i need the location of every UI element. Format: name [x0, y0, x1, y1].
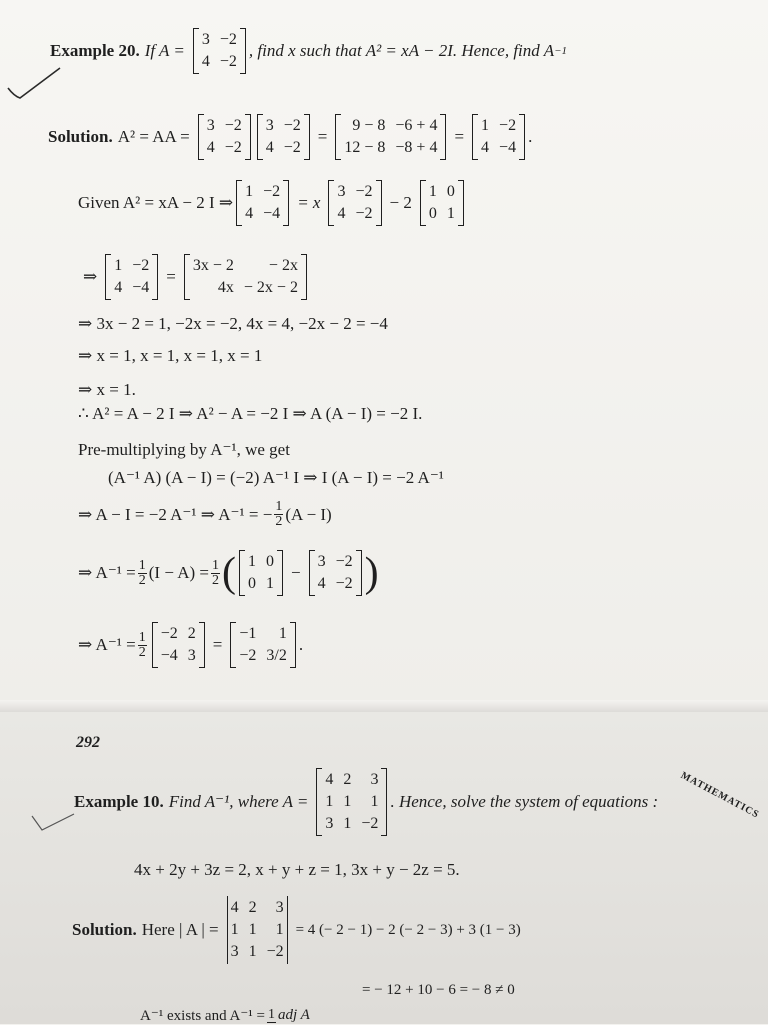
solution-line: [78, 180, 467, 226]
page-number: 292: [76, 734, 100, 751]
bracket-right: [199, 622, 205, 668]
statement-text: If A =: [144, 41, 185, 60]
matrix-entry: − 2x: [268, 257, 298, 274]
matrix-entry: 3x − 2: [192, 257, 234, 274]
numerator: 1: [275, 499, 283, 514]
matrix-entry: −2: [224, 117, 242, 134]
matrix-entry: 3: [325, 815, 334, 832]
equation-text: ⇒ A⁻¹ =: [78, 563, 136, 582]
matrix: [257, 114, 310, 160]
matrix-entry: 4: [114, 279, 123, 296]
matrix-entry: 4: [337, 205, 346, 222]
matrix-entry: 3: [265, 117, 274, 134]
matrix-entry: −2: [361, 815, 379, 832]
solution-label: Solution.: [48, 127, 113, 146]
bracket-right: [152, 254, 158, 300]
fraction: [267, 1008, 276, 1023]
matrix-entry: 12 − 8: [344, 139, 386, 156]
equals-sign: =: [317, 127, 328, 146]
matrix-entry: −1: [239, 625, 257, 642]
fraction-half: [274, 500, 283, 529]
solution-line: [78, 622, 303, 668]
matrix-entry: 0: [266, 553, 274, 570]
numerator: 1: [212, 557, 219, 573]
matrix-entry: −2: [355, 205, 373, 222]
matrix-entry: −4: [263, 205, 281, 222]
matrix-entries: [315, 550, 356, 596]
period: .: [528, 127, 533, 146]
bracket-right: [283, 180, 289, 226]
matrix-entry: 1: [446, 205, 455, 222]
equation-text: ⇒ A − I = −2 A⁻¹ ⇒ A⁻¹ = −: [78, 504, 273, 524]
bracket-right: [277, 550, 283, 596]
example-label: Example 20.: [50, 41, 140, 60]
matrix-entry: 3: [187, 647, 196, 664]
bracket-right: [376, 180, 382, 226]
matrix-entry: −2: [219, 53, 237, 70]
matrix-entry: 2: [187, 625, 196, 642]
matrix: [472, 114, 525, 160]
matrix: [193, 28, 246, 74]
matrix-entry: 1: [343, 793, 352, 810]
matrix-entry: 0: [428, 205, 437, 222]
fraction-half: [211, 559, 220, 588]
bracket-right: [519, 114, 525, 160]
matrix-entry: 1: [325, 793, 334, 810]
superscript: −1: [554, 45, 568, 57]
matrix-entry: 1: [370, 793, 379, 810]
matrix: [239, 550, 283, 596]
minus-sign: −: [291, 563, 301, 582]
matrix: [198, 114, 251, 160]
matrix-entry: −2: [239, 647, 257, 664]
bracket-right: [381, 768, 387, 836]
bracket-right: [304, 114, 310, 160]
solution-line: ⇒ x = 1, x = 1, x = 1, x = 1: [78, 346, 263, 365]
solution-line-partial: [140, 1006, 310, 1025]
equation-text: (I − A) =: [148, 563, 209, 582]
running-header: MATHEMATICS: [678, 770, 762, 821]
solution-line: Pre-multiplying by A⁻¹, we get: [78, 440, 290, 459]
matrix-entry: 1: [275, 921, 284, 938]
bracket-right: [458, 180, 464, 226]
matrix-entry: 1: [248, 553, 256, 570]
matrix-entries: [204, 114, 245, 160]
equals-sign: =: [454, 127, 465, 146]
solution-line: ∴ A² = A − 2 I ⇒ A² − A = −2 I ⇒ A (A − I) = −2 I.: [78, 404, 423, 423]
matrix-entry: −2: [160, 625, 178, 642]
equation-system: 4x + 2y + 3z = 2, x + y + z = 1, 3x + y − 2z = 5.: [134, 860, 460, 879]
matrix-entry: 3: [201, 31, 210, 48]
matrix-entry: 3/2: [266, 647, 287, 664]
matrix-entry: 2: [248, 899, 257, 916]
matrix-entry: 3: [230, 943, 239, 960]
matrix-entry: 0: [446, 183, 455, 200]
matrix-entry: 4: [325, 771, 334, 788]
example-20-statement: [50, 28, 567, 74]
numerator: 1: [138, 629, 146, 645]
solution-line: (A⁻¹ A) (A − I) = (−2) A⁻¹ I ⇒ I (A − I) = −2 A⁻¹: [108, 468, 444, 487]
matrix-entry: −8 + 4: [395, 139, 438, 156]
denominator: 2: [212, 572, 219, 588]
period: .: [298, 635, 304, 654]
matrix-entry: 3: [337, 183, 346, 200]
matrix-entry: 1: [245, 183, 254, 200]
matrix: [105, 254, 158, 300]
matrix-entries: [426, 180, 458, 226]
example-label: Example 10.: [74, 792, 164, 811]
matrix: [230, 622, 295, 668]
equation-text: (A − I): [285, 504, 332, 524]
matrix-entries: [236, 622, 289, 668]
bracket-right: [290, 622, 296, 668]
matrix-entry: − 2x − 2: [243, 279, 298, 296]
matrix: [316, 768, 387, 836]
matrix-entry: 4: [230, 899, 239, 916]
matrix-entry: 4x: [217, 279, 234, 296]
determinant: [227, 896, 288, 964]
bracket-right: [440, 114, 446, 160]
matrix-entry: 1: [266, 575, 274, 592]
equation-text: − 2: [389, 193, 412, 212]
matrix-entries: [228, 896, 287, 964]
matrix-entry: −2: [266, 943, 284, 960]
solution-line: [78, 500, 332, 529]
matrix-entries: [263, 114, 304, 160]
statement-text: . Hence, solve the system of equations :: [390, 792, 659, 811]
paren-close: ): [364, 550, 379, 596]
matrix-entry: −2: [283, 139, 301, 156]
matrix-entries: [158, 622, 199, 668]
solution-line: ⇒ x = 1.: [78, 380, 136, 399]
bracket-right: [356, 550, 362, 596]
equation-text: = x: [297, 193, 321, 212]
equation-text: Given A² = xA − 2 I ⇒: [78, 193, 234, 212]
equation-text: A² = AA =: [117, 127, 190, 146]
matrix: [328, 180, 381, 226]
matrix: [335, 114, 446, 160]
matrix-entry: −2: [219, 31, 237, 48]
matrix-entry: 9 − 8: [352, 117, 386, 134]
matrix-entry: 1: [428, 183, 437, 200]
bracket-right: [245, 114, 251, 160]
matrix-entry: −2: [335, 553, 353, 570]
matrix-entry: 0: [248, 575, 256, 592]
matrix-entry: −2: [283, 117, 301, 134]
matrix-entry: −4: [132, 279, 150, 296]
matrix-entry: 3: [206, 117, 215, 134]
matrix-entry: −2: [132, 257, 150, 274]
equation-text: ⇒ A⁻¹ =: [78, 635, 136, 654]
determinant-bar: [287, 896, 288, 964]
implies-symbol: ⇒: [83, 267, 98, 286]
equals-sign: =: [166, 267, 176, 286]
matrix-entries: [322, 768, 381, 836]
matrix-entry: 3: [275, 899, 284, 916]
matrix-entry: 1: [481, 117, 490, 134]
matrix: [236, 180, 289, 226]
statement-text: , find x such that A² = xA − 2I. Hence, find A: [248, 41, 555, 60]
matrix-entry: −2: [224, 139, 242, 156]
matrix-entry: 4: [317, 575, 326, 592]
matrix-entry: 3: [317, 553, 326, 570]
numerator: 1: [138, 557, 146, 573]
matrix: [184, 254, 307, 300]
matrix-entry: 3: [370, 771, 379, 788]
matrix-entries: [478, 114, 519, 160]
matrix-entries: [199, 28, 240, 74]
matrix-entry: 1: [278, 625, 287, 642]
denominator: 2: [138, 644, 146, 660]
matrix-entry: 4: [481, 139, 490, 156]
denominator: 2: [275, 514, 283, 529]
equation-text: adj A: [277, 1007, 310, 1023]
bracket-right: [301, 254, 307, 300]
solution-line: [78, 254, 310, 300]
equals-sign: =: [212, 635, 223, 654]
equation-text: A⁻¹ exists and A⁻¹ =: [140, 1008, 265, 1024]
statement-text: Find A⁻¹, where A =: [168, 792, 309, 811]
matrix: [420, 180, 464, 226]
matrix-entry: 4: [245, 205, 254, 222]
paren-open: (: [222, 550, 236, 596]
matrix-entry: −2: [499, 117, 517, 134]
equation-text: = 4 (− 2 − 1) − 2 (− 2 − 3) + 3 (1 − 3): [295, 921, 521, 938]
equation-text: Here | A | =: [141, 920, 219, 939]
fraction-half: [138, 631, 147, 660]
matrix-entry: −2: [335, 575, 353, 592]
solution-line: = − 12 + 10 − 6 = − 8 ≠ 0: [362, 982, 515, 998]
matrix-entry: 1: [114, 257, 123, 274]
fraction-half: [138, 559, 147, 588]
solution-line: ⇒ 3x − 2 = 1, −2x = −2, 4x = 4, −2x − 2 = −4: [78, 314, 388, 333]
bracket-right: [240, 28, 246, 74]
matrix-entry: −6 + 4: [395, 117, 438, 134]
solution-line: [72, 896, 526, 964]
matrix-entries: [245, 550, 277, 596]
matrix-entry: 4: [201, 53, 210, 70]
matrix-entries: [334, 180, 375, 226]
solution-line: [78, 550, 379, 596]
matrix-entry: 2: [343, 771, 352, 788]
matrix-entry: −4: [499, 139, 517, 156]
matrix-entry: −4: [160, 647, 178, 664]
matrix-entries: [242, 180, 283, 226]
matrix: [309, 550, 362, 596]
solution-label: Solution.: [72, 920, 137, 939]
matrix-entry: 1: [343, 815, 352, 832]
pen-tick-mark: [28, 810, 78, 836]
matrix-entries: [111, 254, 152, 300]
denominator: 2: [138, 572, 146, 588]
matrix-entries: [190, 254, 301, 300]
matrix: [152, 622, 205, 668]
matrix-entry: −2: [355, 183, 373, 200]
matrix-entry: 4: [206, 139, 215, 156]
solution-line: [48, 114, 532, 160]
matrix-entry: −2: [263, 183, 281, 200]
numerator: 1: [267, 1007, 275, 1022]
matrix-entry: 1: [248, 943, 257, 960]
matrix-entries: [341, 114, 440, 160]
matrix-entry: 1: [248, 921, 257, 938]
example-10-statement: [74, 768, 658, 836]
matrix-entry: 1: [230, 921, 239, 938]
matrix-entry: 4: [265, 139, 274, 156]
